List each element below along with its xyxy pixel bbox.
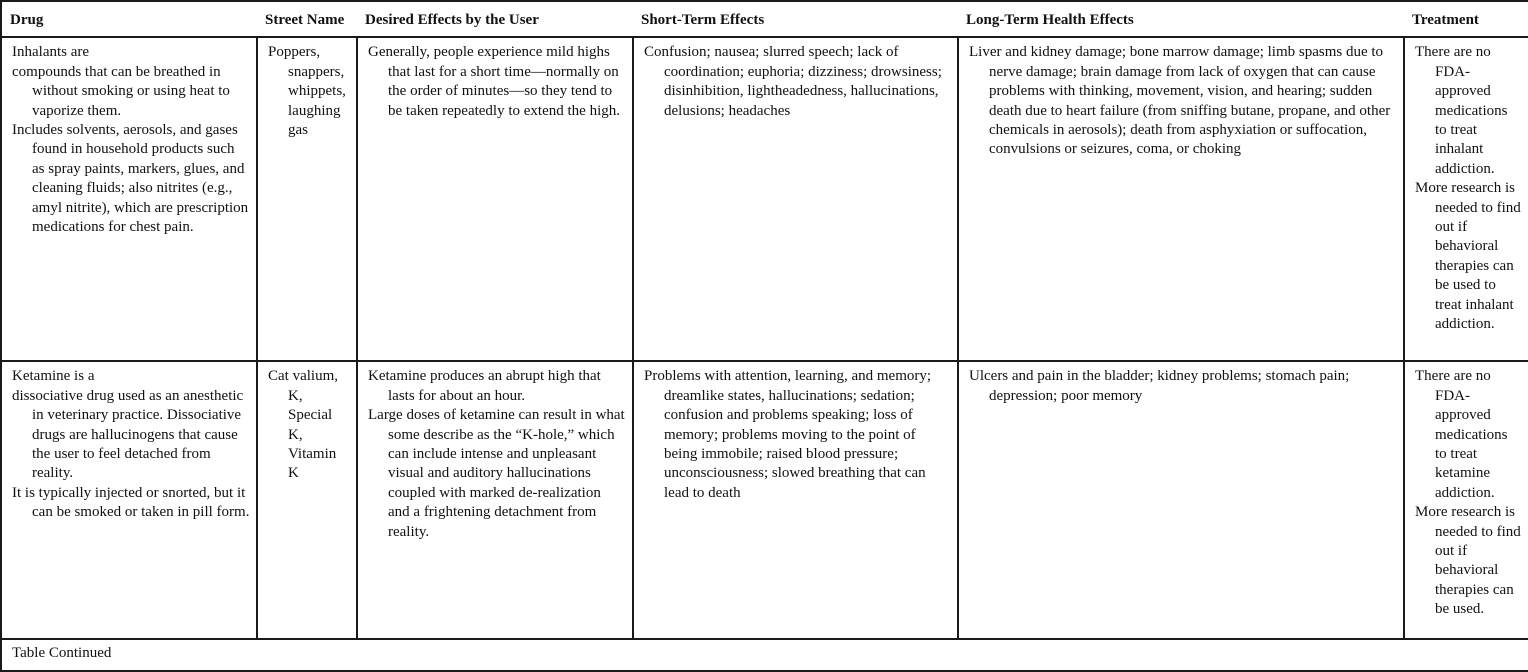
cell-desired-effects (357, 37, 633, 361)
treatment-text: There are no FDA-approved medications to treat ketamine addiction. (1415, 368, 1508, 501)
column-header-street-name: Street Name (257, 1, 357, 37)
cell-long-term-effects (958, 361, 1404, 639)
cell-desired-effects (357, 361, 633, 639)
column-header-treatment: Treatment (1404, 1, 1528, 37)
short-term-text: Confusion; nausea; slurred speech; lack of coordination; euphoria; dizziness; drowsiness; disinhibition, lightheadedness, hallucinations, delusions; headaches (644, 44, 942, 119)
desired-effect-text: Ketamine produces an abrupt high that lasts for about an hour. (368, 368, 601, 404)
long-term-text: Liver and kidney damage; bone marrow damage; limb spasms due to nerve damage; brain damage from lack of oxygen that can cause problems with thinking, movement, vision, and hearing; sudden death due to heart failure (from sniffing butane, propane, and other chemicals in aerosols); death from asphyxiation or suffocation, convulsions or seizures, coma, or choking (969, 44, 1391, 158)
street-names: Cat valium, K, Special K, Vitamin K (268, 368, 338, 482)
table-continued-note: Table Continued (1, 639, 1528, 671)
long-term-text: Ulcers and pain in the bladder; kidney problems; stomach pain; depression; poor memory (969, 368, 1350, 404)
column-header-desired-effects: Desired Effects by the User (357, 1, 633, 37)
cell-drug (1, 361, 257, 639)
drug-lead: Ketamine is a (12, 368, 95, 385)
column-header-long-term-effects: Long-Term Health Effects (958, 1, 1404, 37)
short-term-text: Problems with attention, learning, and memory; dreamlike states, hallucinations; sedation; confusion and problems speaking; loss of memory; problems moving to the point of being immobile; raised blood pressure; unconsciousness; slowed breathing that can lead to death (644, 368, 932, 501)
table-footer-row (1, 639, 1528, 671)
cell-street-name (257, 361, 357, 639)
table-row (1, 361, 1528, 639)
desired-effect-text: Generally, people experience mild highs that last for a short time—normally on the order of minutes—so they tend to be taken repeatedly to extend the high. (368, 44, 620, 119)
cell-short-term-effects (633, 37, 958, 361)
treatment-text: There are no FDA-approved medications to treat inhalant addiction. (1415, 44, 1508, 177)
treatment-text: More research is needed to find out if behavioral therapies can be used to treat inhalant addiction. (1415, 180, 1521, 333)
column-header-short-term-effects: Short-Term Effects (633, 1, 958, 37)
cell-street-name (257, 37, 357, 361)
cell-long-term-effects (958, 37, 1404, 361)
street-names: Poppers, snappers, whippets, laughing gas (268, 44, 346, 139)
drug-description: dissociative drug used as an anesthetic in veterinary practice. Dissociative drugs are hallucinogens that cause the user to feel detached from reality. (12, 387, 244, 482)
drug-description: Includes solvents, aerosols, and gases found in household products such as spray paints, markers, glues, and cleaning fluids; also nitrites (e.g., amyl nitrite), which are prescription medications for chest pain. (12, 122, 249, 236)
drug-description: compounds that can be breathed in without smoking or using heat to vaporize them. (12, 63, 230, 119)
cell-short-term-effects (633, 361, 958, 639)
desired-effect-text: Large doses of ketamine can result in what some describe as the “K-hole,” which can include intense and unpleasant visual and auditory hallucinations coupled with marked de-realization and a frightening detachment from reality. (368, 407, 625, 540)
drug-description: It is typically injected or snorted, but it can be smoked or taken in pill form. (12, 484, 250, 521)
treatment-text: More research is needed to find out if behavioral therapies can be used. (1415, 504, 1521, 618)
cell-treatment (1404, 37, 1528, 361)
drug-lead: Inhalants are (12, 44, 90, 61)
cell-treatment (1404, 361, 1528, 639)
column-header-drug: Drug (1, 1, 257, 37)
table-row (1, 37, 1528, 361)
cell-drug (1, 37, 257, 361)
table-header-row (1, 1, 1528, 37)
